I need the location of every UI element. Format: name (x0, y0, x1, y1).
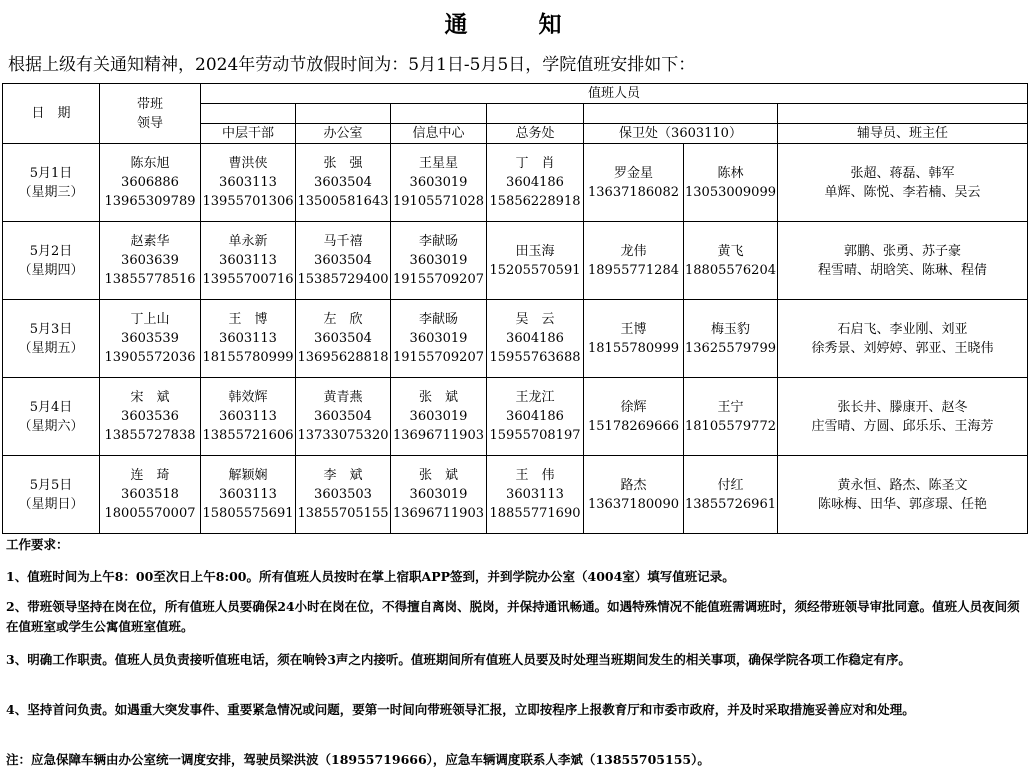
phone-short: 3603536 (121, 409, 179, 424)
counselor-names: 庄雪晴、方圆、邱乐乐、王海芳 (811, 418, 994, 434)
phone-short: 3603019 (409, 331, 468, 346)
person-name: 左 欣 (323, 312, 363, 327)
header-spacer (391, 104, 487, 124)
table-row (3, 456, 1028, 534)
phone-mobile: 13695628818 (297, 350, 389, 365)
person-name: 梅玉豹 (710, 321, 750, 337)
phone-mobile: 18805576204 (685, 262, 776, 278)
requirement-item: 3、明确工作职责。值班人员负责接听值班电话，须在响铃3声之内接听。值班期间所有值班人员要及时处理当班期间发生的相关事项，确保学院各项工作稳定有序。 (6, 652, 911, 667)
leader-cell (100, 300, 201, 378)
phone-mobile: 13955701306 (202, 194, 294, 209)
person-name: 黄青燕 (323, 390, 363, 405)
info-cell (391, 144, 487, 222)
phone-mobile: 18005570007 (104, 506, 196, 521)
phone-mobile: 13733075320 (297, 428, 389, 443)
phone-mobile: 13965309789 (104, 194, 196, 209)
security-cell-2 (684, 300, 778, 378)
office-cell (296, 300, 391, 378)
phone-mobile: 13637180090 (588, 496, 679, 512)
date: 5月5日 (29, 477, 73, 493)
phone-mobile: 13855778516 (104, 272, 196, 287)
weekday: （星期三） (18, 184, 84, 200)
person-name: 宋 斌 (130, 390, 170, 405)
header-info-center: 信息中心 (391, 124, 487, 144)
phone-mobile: 13500581643 (297, 194, 389, 209)
table-row (3, 300, 1028, 378)
date-cell (3, 378, 100, 456)
phone-mobile: 13855721606 (202, 428, 294, 443)
leader-cell (100, 144, 201, 222)
general-cell (487, 456, 584, 534)
counselor-names: 陈咏梅、田华、郭彦璟、任艳 (818, 496, 988, 512)
table-row (3, 222, 1028, 300)
phone-short: 3603504 (314, 331, 372, 346)
phone-short: 3606886 (121, 175, 179, 190)
phone-mobile: 15955763688 (489, 350, 581, 365)
header-counselors: 辅导员、班主任 (778, 124, 1028, 144)
person-name: 路杰 (620, 477, 647, 493)
date: 5月2日 (29, 243, 73, 259)
person-name: 李 斌 (323, 468, 363, 483)
phone-short: 3603113 (219, 175, 277, 190)
person-name: 徐辉 (620, 399, 647, 415)
counselor-names: 徐秀景、刘婷婷、郭亚、王晓伟 (811, 340, 994, 356)
requirement-item: 4、坚持首问负责。如遇重大突发事件、重要紧急情况或问题，要第一时间向带班领导汇报，立即按程序上报教育厅和市委市政府，并及时采取措施妥善应对和处理。 (6, 702, 915, 717)
person-name: 付红 (717, 477, 744, 493)
phone-short: 3603504 (314, 409, 372, 424)
office-cell (296, 456, 391, 534)
header-leader-line2: 领导 (136, 115, 163, 131)
header-general-affairs: 总务处 (487, 124, 584, 144)
cadre-cell (201, 300, 296, 378)
office-cell (296, 378, 391, 456)
phone-short: 3603019 (409, 253, 468, 268)
person-name: 张 斌 (418, 468, 458, 483)
person-name: 王龙江 (515, 390, 555, 405)
table-row (3, 378, 1028, 456)
person-name: 马千禧 (323, 234, 363, 249)
counselors-cell (778, 378, 1028, 456)
general-cell (487, 378, 584, 456)
counselors-cell (778, 222, 1028, 300)
phone-mobile: 13855726961 (685, 496, 776, 512)
leader-cell (100, 456, 201, 534)
counselor-names: 张超、蒋磊、韩军 (850, 165, 955, 181)
phone-mobile: 18955771284 (588, 262, 679, 278)
header-spacer (778, 104, 1028, 124)
phone-short: 3603518 (121, 487, 179, 502)
person-name: 李献旸 (418, 312, 458, 327)
person-name: 罗金星 (613, 165, 653, 181)
person-name: 王 博 (228, 312, 268, 327)
person-name: 解颖娴 (228, 468, 268, 483)
security-cell-2 (684, 144, 778, 222)
header-spacer (296, 104, 391, 124)
counselors-cell (778, 300, 1028, 378)
phone-mobile: 13955700716 (202, 272, 294, 287)
security-cell-2 (684, 456, 778, 534)
phone-short: 3603504 (314, 175, 372, 190)
person-name: 王宁 (717, 399, 744, 415)
vehicle-note: 注：应急保障车辆由办公室统一调度安排，驾驶员梁洪波（18955719666），应急车辆调度联系人李斌（13855705155）。 (6, 752, 710, 767)
person-name: 龙伟 (620, 243, 647, 259)
date-cell (3, 222, 100, 300)
date-cell (3, 456, 100, 534)
phone-mobile: 18155780999 (588, 340, 679, 356)
header-security: 保卫处（3603110） (584, 124, 778, 144)
security-cell-1 (584, 456, 684, 534)
phone-mobile: 15178269666 (588, 418, 679, 434)
person-name: 王星星 (418, 156, 458, 171)
phone-short: 3603503 (314, 487, 372, 502)
date: 5月4日 (29, 399, 73, 415)
header-duty-staff: 值班人员 (201, 84, 1028, 104)
weekday: （星期日） (18, 496, 84, 512)
person-name: 黄飞 (717, 243, 744, 259)
security-cell-1 (584, 222, 684, 300)
info-cell (391, 378, 487, 456)
phone-short: 3603113 (219, 331, 277, 346)
date: 5月1日 (29, 165, 73, 181)
person-name: 张 强 (323, 156, 363, 171)
header-spacer (487, 104, 584, 124)
leader-cell (100, 378, 201, 456)
phone-short: 3603539 (121, 331, 179, 346)
intro-paragraph: 根据上级有关通知精神，2024年劳动节放假时间为：5月1日-5月5日，学院值班安排如下： (8, 55, 696, 75)
header-date: 日 期 (3, 84, 100, 144)
person-name: 赵素华 (130, 234, 170, 249)
person-name: 王博 (620, 321, 647, 337)
cadre-cell (201, 222, 296, 300)
phone-short: 3603113 (219, 253, 277, 268)
phone-mobile: 19155709207 (393, 272, 484, 287)
phone-short: 3604186 (506, 175, 564, 190)
general-cell (487, 144, 584, 222)
header-leader-line1: 带班 (136, 96, 163, 112)
counselors-cell (778, 144, 1028, 222)
office-cell (296, 222, 391, 300)
phone-mobile: 18105579772 (685, 418, 776, 434)
counselor-names: 单辉、陈悦、李若楠、吴云 (824, 184, 981, 200)
phone-short: 3603113 (506, 487, 564, 502)
phone-short: 3603019 (409, 409, 468, 424)
requirement-item: 2、带班领导坚持在岗在位，所有值班人员要确保24小时在岗在位，不得擅自离岗、脱岗，并保持通讯畅通。如遇特殊情况不能值班需调班时，须经带班领导审批同意。值班人员夜间须在值班室或学生公寓值班室值班。 (6, 599, 1020, 634)
cadre-cell (201, 378, 296, 456)
phone-short: 3603019 (409, 487, 468, 502)
header-office: 办公室 (296, 124, 391, 144)
counselor-names: 张长井、滕康开、赵冬 (837, 399, 968, 415)
phone-short: 3603639 (121, 253, 179, 268)
phone-mobile: 13855727838 (104, 428, 196, 443)
header-cadre: 中层干部 (201, 124, 296, 144)
phone-short: 3604186 (506, 409, 564, 424)
table-row (3, 144, 1028, 222)
header-spacer (584, 104, 778, 124)
person-name: 曹洪侠 (228, 156, 268, 171)
general-cell (487, 222, 584, 300)
person-name: 李献旸 (418, 234, 458, 249)
security-cell-1 (584, 378, 684, 456)
person-name: 单永新 (228, 234, 268, 249)
counselor-names: 程雪晴、胡晗笑、陈琳、程倩 (818, 262, 988, 278)
phone-mobile: 13855705155 (297, 506, 389, 521)
phone-mobile: 13905572036 (104, 350, 196, 365)
phone-short: 3603113 (219, 487, 277, 502)
security-cell-1 (584, 300, 684, 378)
person-name: 王 伟 (515, 468, 555, 483)
general-cell (487, 300, 584, 378)
person-name: 吴 云 (515, 312, 555, 327)
phone-mobile: 13625579799 (685, 340, 776, 356)
phone-mobile: 13637186082 (588, 184, 679, 200)
leader-cell (100, 222, 201, 300)
person-name: 韩效辉 (228, 390, 268, 405)
phone-mobile: 18155780999 (202, 350, 294, 365)
requirement-item: 1、值班时间为上午8：00至次日上午8:00。所有值班人员按时在掌上宿职APP签到，并到学院办公室（4004室）填写值班记录。 (6, 569, 735, 584)
counselor-names: 黄永恒、路杰、陈圣文 (837, 477, 968, 493)
phone-short: 3604186 (506, 331, 564, 346)
phone-short: 3603019 (409, 175, 468, 190)
office-cell (296, 144, 391, 222)
person-name: 田玉海 (515, 243, 555, 259)
phone-short: 3603113 (219, 409, 277, 424)
requirements-title: 工作要求： (6, 537, 69, 552)
weekday: （星期四） (18, 262, 84, 278)
person-name: 张 斌 (418, 390, 458, 405)
person-name: 陈东旭 (130, 156, 170, 171)
counselor-names: 郭鹏、张勇、苏子豪 (844, 243, 962, 259)
info-cell (391, 456, 487, 534)
phone-mobile: 19105571028 (393, 194, 484, 209)
weekday: （星期六） (18, 418, 84, 434)
person-name: 丁 肖 (515, 156, 555, 171)
date: 5月3日 (29, 321, 73, 337)
security-cell-2 (684, 378, 778, 456)
phone-mobile: 13053009099 (685, 184, 776, 200)
phone-mobile: 18855771690 (489, 506, 581, 521)
phone-mobile: 15856228918 (489, 194, 581, 209)
counselor-names: 石启飞、李业刚、刘亚 (837, 321, 968, 337)
phone-mobile: 13696711903 (393, 428, 484, 443)
cadre-cell (201, 144, 296, 222)
phone-mobile: 15385729400 (297, 272, 389, 287)
phone-short: 3603504 (314, 253, 372, 268)
phone-mobile: 13696711903 (393, 506, 484, 521)
person-name: 陈林 (717, 165, 744, 181)
security-cell-2 (684, 222, 778, 300)
duty-schedule-table (2, 83, 1028, 534)
info-cell (391, 222, 487, 300)
phone-mobile: 19155709207 (393, 350, 484, 365)
cadre-cell (201, 456, 296, 534)
phone-mobile: 15205570591 (489, 262, 581, 278)
phone-mobile: 15805575691 (202, 506, 294, 521)
person-name: 丁上山 (130, 312, 170, 327)
date-cell (3, 144, 100, 222)
person-name: 连 琦 (130, 468, 170, 483)
date-cell (3, 300, 100, 378)
header-leader (100, 84, 201, 144)
header-spacer (201, 104, 296, 124)
notice-title: 通 知 (444, 11, 586, 38)
counselors-cell (778, 456, 1028, 534)
phone-mobile: 15955708197 (489, 428, 581, 443)
weekday: （星期五） (18, 340, 84, 356)
security-cell-1 (584, 144, 684, 222)
info-cell (391, 300, 487, 378)
